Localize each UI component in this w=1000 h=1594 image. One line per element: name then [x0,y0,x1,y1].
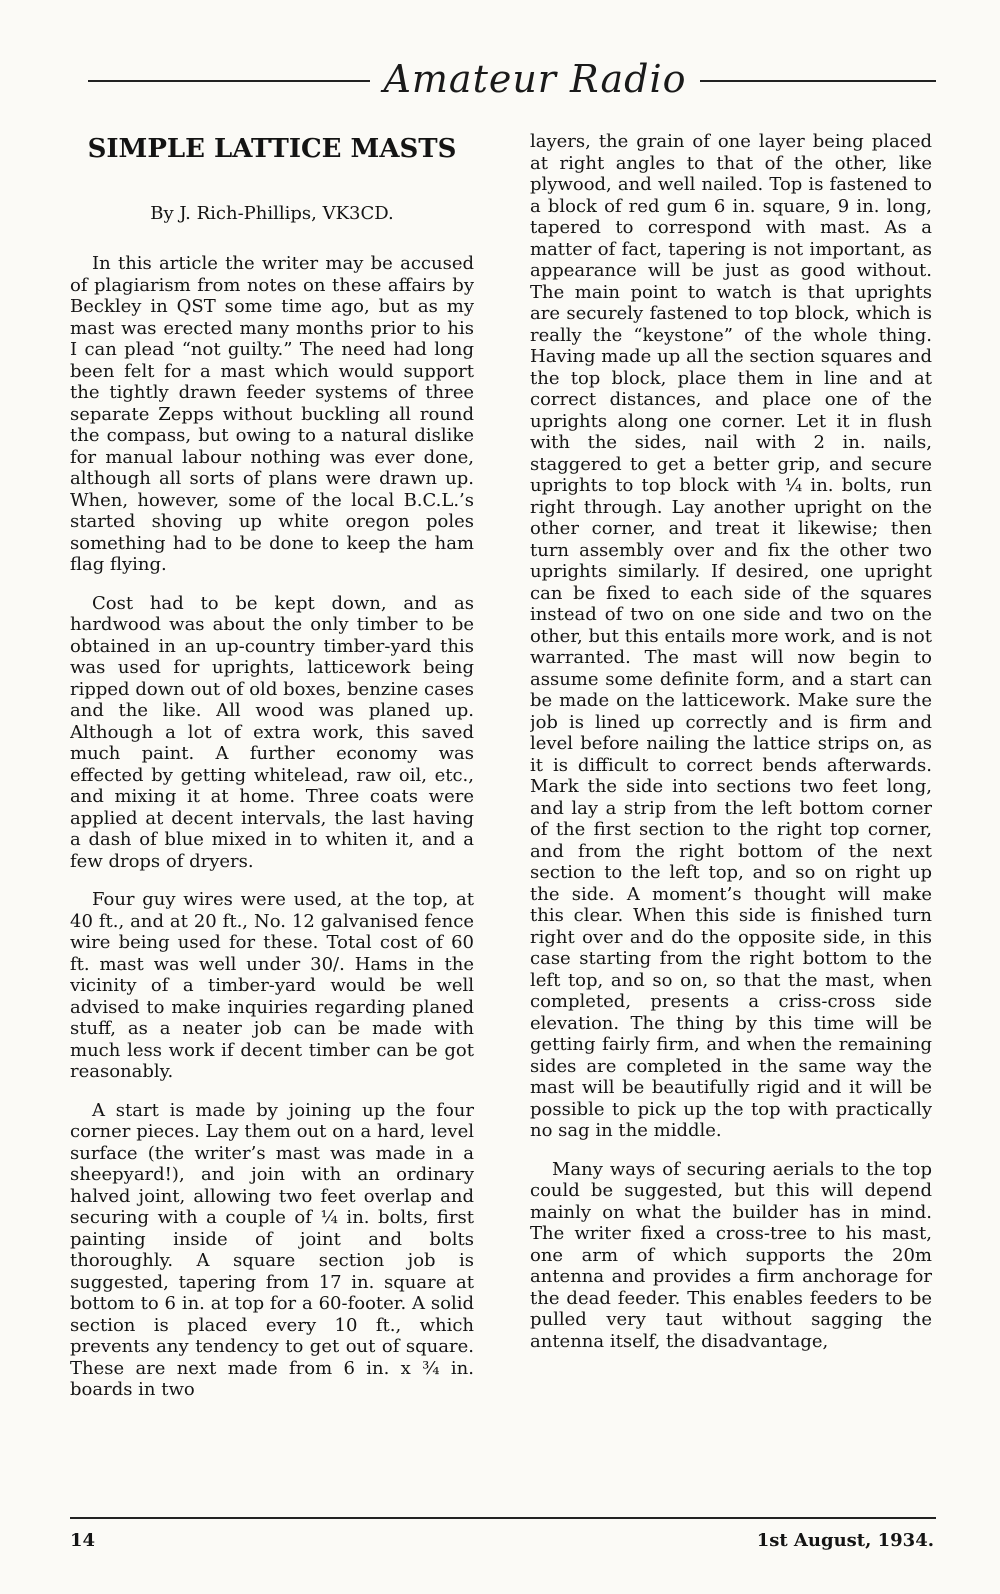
paragraph: A start is made by joining up the four corner pieces. Lay them out on a hard, level surface (the writer’s mast was made in a sheepyard!), and join with an ordinary halved joint, allowing two feet overlap and securing with a couple of ¼ in. bolts, first painting inside of joint and bolts thoroughly. A square section job is suggested, tapering from 17 in. square at bottom to 6 in. at top for a 60-footer. A solid section is placed every 10 ft., which prevents any tendency to get out of square. These are next made from 6 in. x ¾ in. boards in two [70,1099,474,1400]
paragraph: Many ways of securing aerials to the top could be suggested, but this will depend mainly on what the builder has in mind. The writer fixed a cross-tree to his mast, one arm of which supports the 20m antenna and provides a firm anchorage for the dead feeder. This enables feeders to be pulled very taut without sagging the antenna itself, the disadvantage, [530,1158,932,1352]
paragraph-continued: layers, the grain of one layer being placed at right angles to that of the other, like plywood, and well nailed. Top is fastened to a block of red gum 6 in. square, 9 in. long, tapered to correspond with mast. As a matter of fact, tapering is not important, as appearance will be just as good without. The main point to watch is that uprights are securely fastened to top block, which is really the “keystone” of the whole thing. Having made up all the section squares and the top block, place them in line and at correct distances, and place one of the uprights along one corner. Let it in flush with the sides, nail with 2 in. nails, staggered to get a better grip, and secure uprights to top block with ¼ in. bolts, run right through. Lay another upright on the other corner, and treat it likewise; then turn assembly over and fix the other two uprights similarly. If desired, one upright can be fixed to each side of the squares instead of two on one side and two on the other, but this entails more work, and is not warranted. The mast will now begin to assume some definite form, and a start can be made on the latticework. Make sure the job is lined up correctly and is firm and level before nailing the lattice strips on, as it is difficult to correct bends afterwards. Mark the side into sections two feet long, and lay a strip from the left bottom corner of the first section to the right top corner, and from the right bottom of the next section to the left top, and so on right up the side. A moment’s thought will make this clear. When this side is finished turn right over and do the opposite side, in this case starting from the right bottom to the left top, and so on, so that the mast, when completed, presents a criss-cross side elevation. The thing by this time will be getting fairly firm, and when the remaining sides are completed in the same way the mast will be beautifully rigid and it will be possible to pick up the top with practically no sag in the middle. [530,131,932,1141]
right-column [530,131,932,1506]
masthead-rule-left [88,80,370,82]
page-number: 14 [70,1530,96,1551]
article-title: SIMPLE LATTICE MASTS [87,134,457,164]
issue-date: 1st August, 1934. [756,1530,934,1551]
paragraph: Cost had to be kept down, and as hardwood was about the only timber to be obtained in an up-country timber-yard this was used for uprights, latticework being ripped down out of old boxes, benzine cases and the like. All wood was planed up. Although a lot of extra work, this saved much paint. A further economy was effected by getting whitelead, raw oil, etc., and mixing it at home. Three coats were applied at decent intervals, the last having a dash of blue mixed in to whiten it, and a few drops of dryers. [70,592,474,872]
article-byline: By J. Rich-Phillips, VK3CD. [150,203,394,224]
footer-rule [70,1517,936,1519]
paragraph: In this article the writer may be accused of plagiarism from notes on these affairs by Beckley in QST some time ago, but as my mast was erected many months prior to his I can plead “not guilty.” The need had long been felt for a mast which would support the tightly drawn feeder systems of three separate Zepps without buckling all round the compass, but owing to a natural dislike for manual labour nothing was ever done, although all sorts of plans were drawn up. When, however, some of the local B.C.L.’s started shoving up white oregon poles something had to be done to keep the ham flag flying. [70,253,474,575]
masthead-rule-right [700,80,936,82]
paragraph: Four guy wires were used, at the top, at 40 ft., and at 20 ft., No. 12 galvanised fence wire being used for these. Total cost of 60 ft. mast was well under 30/. Hams in the vicinity of a timber-yard would be well advised to make inquiries regarding planed stuff, as a neater job can be made with much less work if decent timber can be got reasonably. [70,889,474,1082]
left-column [70,131,474,1506]
masthead [88,56,936,106]
masthead-title: Amateur Radio [383,57,687,101]
